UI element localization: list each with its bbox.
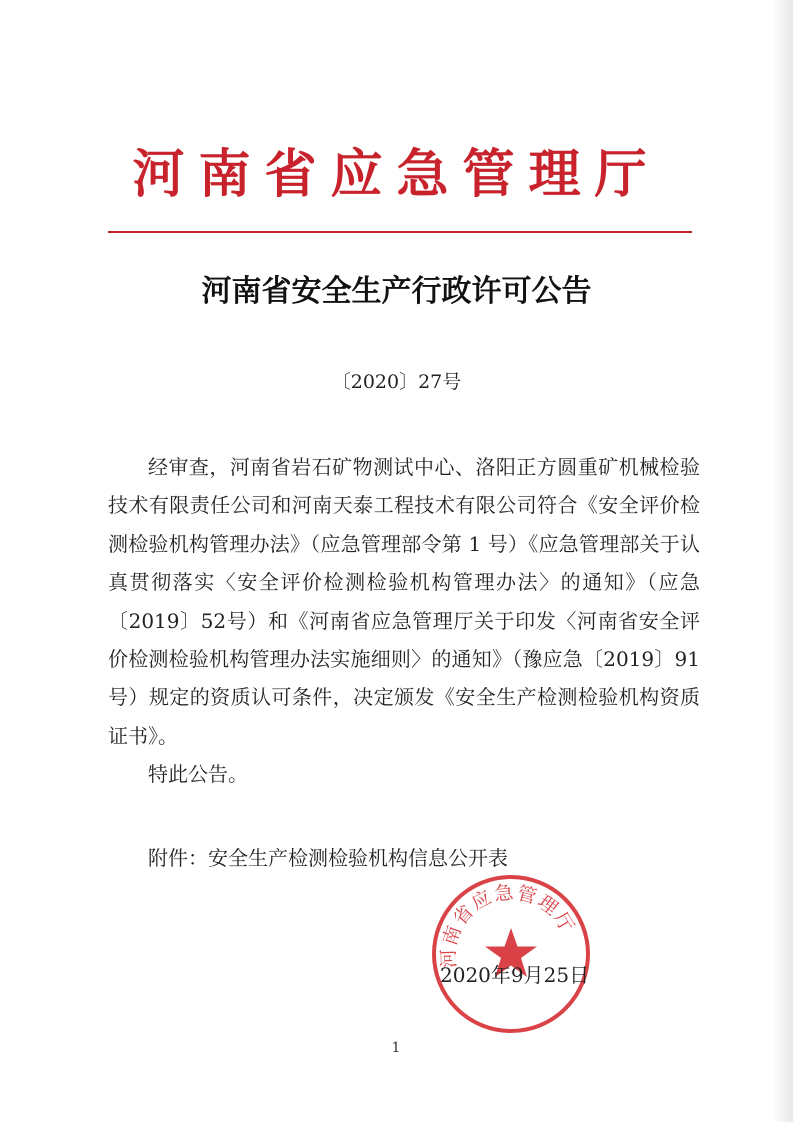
- issue-date: 2020年9月25日: [440, 963, 590, 987]
- seal-text: 河南省应急管理厅: [437, 881, 579, 969]
- closing-remark: 特此公告。: [148, 762, 248, 786]
- attachment-line: 附件：安全生产检测检验机构信息公开表: [148, 846, 508, 870]
- page-number: 1: [391, 1040, 401, 1056]
- official-seal-icon: [429, 872, 593, 1036]
- document-number: 〔2020〕27号: [331, 371, 462, 393]
- document-body: 经审查，河南省岩石矿物测试中心、洛阳正方圆重矿机械检验技术有限责任公司和河南天泰工程技术有限公司符合《安全评价检测检验机构管理办法》（应急管理部令第 1 号）《应急管理部关于认真贯彻落实〈安全评价检测检验机构管理办法〉的通知》（应急〔2019〕52号）和《河南省应急管理厅关于印发〈河南省安全评价检测检验机构管理办法实施细则〉的通知》（豫应急〔2019〕91号）规定的资质认可条件，决定颁发《安全生产检测检验机构资质证书》。: [108, 455, 700, 748]
- issuing-authority-title: 河南省应急管理厅: [132, 144, 661, 205]
- header-red-rule: [108, 231, 692, 233]
- document-title: 河南省安全生产行政许可公告: [201, 274, 592, 309]
- scan-shadow-edge: [772, 0, 793, 1122]
